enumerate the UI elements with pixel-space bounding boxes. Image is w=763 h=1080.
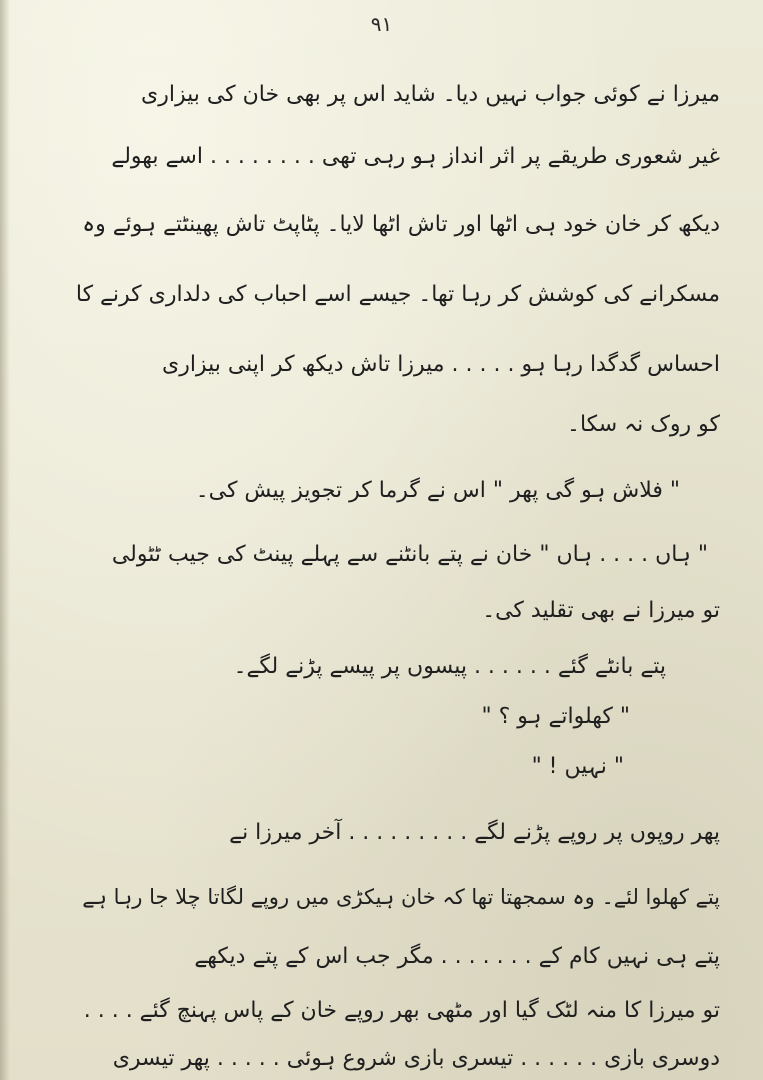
text-line-3: دیکھ کر خان خود ہی اٹھا اور تاش اٹھا لایا۔ پٹاپٹ تاش پھینٹتے ہوئے وہ xyxy=(82,212,720,237)
text-line-2: غیر شعوری طریقے پر اثر انداز ہو رہی تھی . . . . . . . . اسے بھولے xyxy=(111,144,720,169)
text-line-7: " فلاش ہو گی پھر " اس نے گرما کر تجویز پیش کی۔ xyxy=(195,478,680,503)
text-line-12: " نہیں ! " xyxy=(531,754,624,779)
text-line-10: پتے بانٹے گئے . . . . . . پیسوں پر پیسے پڑنے لگے۔ xyxy=(233,654,666,679)
text-line-9: تو میرزا نے بھی تقلید کی۔ xyxy=(482,598,720,623)
text-line-16: تو میرزا کا منہ لٹک گیا اور مٹھی بھر روپے خان کے پاس پہنچ گئے . . . . xyxy=(83,998,720,1023)
page-binding-shadow xyxy=(0,0,10,1080)
text-line-5: احساس گدگدا رہا ہو . . . . . میرزا تاش دیکھ کر اپنی بیزاری xyxy=(161,352,720,377)
text-line-15: پتے ہی نہیں کام کے . . . . . . . مگر جب اس کے پتے دیکھے xyxy=(194,944,720,969)
text-line-4: مسکرانے کی کوشش کر رہا تھا۔ جیسے اسے احباب کی دلداری کرنے کا xyxy=(75,282,720,307)
text-line-1: میرزا نے کوئی جواب نہیں دیا۔ شاید اس پر بھی خان کی بیزاری xyxy=(141,82,720,107)
text-line-8: " ہاں . . . . ہاں " خان نے پتے بانٹنے سے پہلے پینٹ کی جیب ٹٹولی xyxy=(111,542,708,567)
text-line-14: پتے کھلوا لئے۔ وہ سمجھتا تھا کہ خان ہیکڑی میں روپے لگاتا چلا جا رہا ہے xyxy=(82,885,720,909)
text-line-11: " کھلواتے ہو ؟ " xyxy=(481,704,630,729)
text-line-17: دوسری بازی . . . . . . تیسری بازی شروع ہوئی . . . . . پھر تیسری xyxy=(112,1046,720,1071)
text-line-13: پھر روپوں پر روپے پڑنے لگے . . . . . . . . . آخر میرزا نے xyxy=(229,820,720,845)
text-line-6: کو روک نہ سکا۔ xyxy=(567,412,720,437)
page-number: ٩١ xyxy=(370,12,393,36)
